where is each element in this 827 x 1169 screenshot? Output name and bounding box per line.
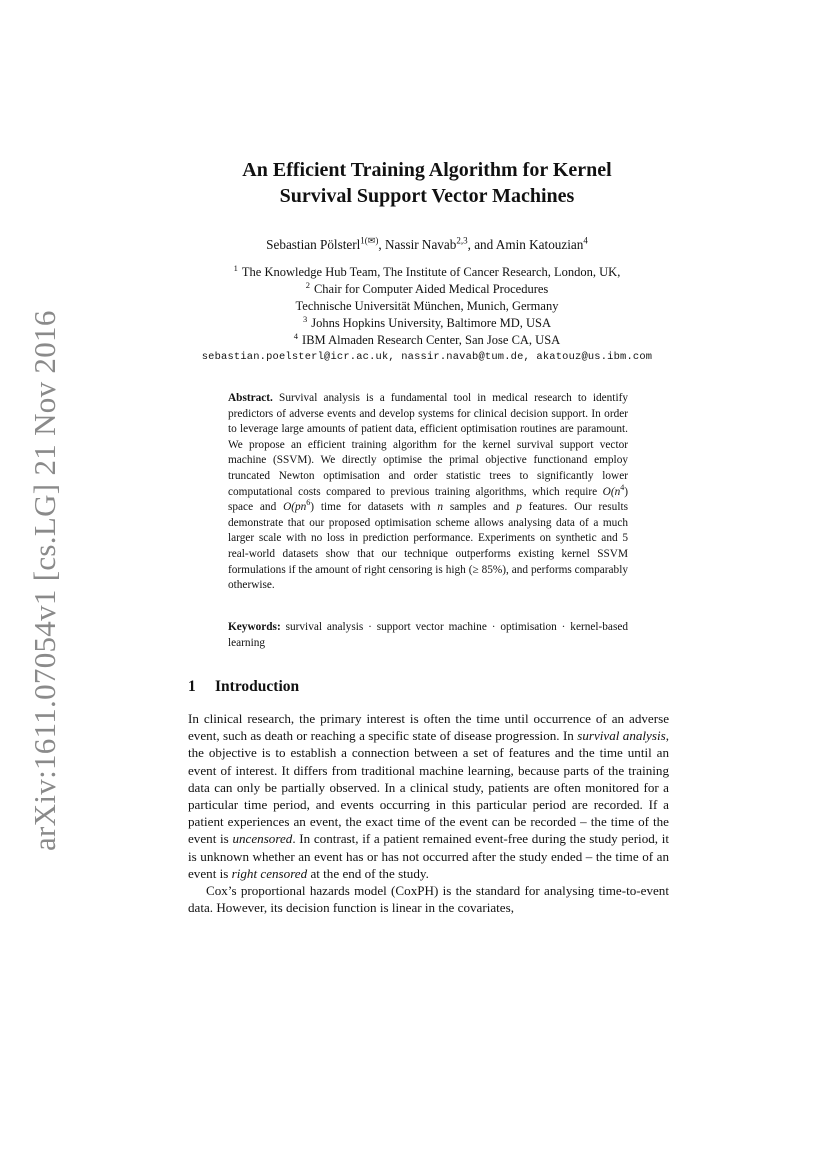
paragraph: Cox’s proportional hazards model (CoxPH) is the standard for analysing time-to-event data. However, its decision function is linear in the covariates,	[188, 883, 669, 916]
affiliation-text: Chair for Computer Aided Medical Procedures	[313, 282, 549, 296]
section-heading	[188, 677, 299, 697]
affiliation-text: IBM Almaden Research Center, San Jose CA, USA	[302, 333, 561, 347]
envelope-icon: (✉)	[364, 235, 379, 246]
arxiv-side-stamp: arXiv:1611.07054v1 [cs.LG] 21 Nov 2016	[27, 310, 62, 851]
math-superscript: 6	[306, 498, 311, 508]
math-superscript: 4	[620, 482, 625, 492]
affiliation-line	[160, 332, 694, 349]
body-text	[188, 710, 669, 916]
paragraph-text: . In contrast, if a patient remained event-free during the study period, it is unknown whether an event has or has not occurred after the study ended – the time of an event is	[188, 831, 670, 881]
section-title: Introduction	[215, 678, 300, 695]
title-line-2: Survival Support Vector Machines	[279, 185, 575, 207]
affiliation-index: 1	[233, 262, 238, 273]
abstract	[228, 391, 628, 594]
abstract-text: space and	[228, 501, 284, 514]
math-expression: )	[310, 501, 315, 514]
abstract-text: time for datasets with	[314, 501, 438, 514]
paper-title	[160, 157, 694, 209]
affiliation-line	[160, 315, 694, 332]
paragraph	[188, 710, 669, 882]
affiliation-index: 4	[293, 330, 299, 341]
abstract-text: Survival analysis is a fundamental tool in medical research to identify predictors of adverse events and develop systems for clinical decision support. In order to leverage large amounts of patient data, efficient optimisation routines are paramount. We propose an efficient training algorithm for the kernel survival support vector machine (SSVM). We directly optimise the primal objective functionand employ truncated Newton optimisation and order statistic trees to significantly lower computational costs compared to previous training algorithms, which require	[228, 392, 628, 498]
keywords	[228, 620, 628, 651]
abstract-text: samples and	[442, 501, 517, 514]
author-name: , and Amin Katouzian	[467, 237, 584, 252]
math-expression: O(n	[602, 485, 621, 498]
abstract-text: features. Our results demonstrate that our proposed optimisation scheme allows analysing data of a much larger scale with no loss in prediction performance. Experiments on synthetic and 5 real-world datasets show that our technique outperforms existing kernel SSVM formulations if the amount of right censoring is high (≥ 85%), and performs comparably otherwise.	[228, 501, 628, 592]
abstract-label: Abstract.	[228, 392, 273, 404]
author-list	[160, 236, 694, 254]
author-affil-mark: 1	[360, 235, 365, 246]
emphasis: survival analysis	[577, 728, 666, 744]
paragraph-text: , the objective is to establish a connection between a set of features and the time until an event of interest. It differs from traditional machine learning, because parts of the training data can only be partially observed. In a clinical study, patients are often monitored for a particular time period, and events occurring in this particular period are recorded. If a patient experiences an event, the exact time of the event can be recorded – the time of the event is	[188, 728, 669, 847]
author-emails: sebastian.poelsterl@icr.ac.uk, nassir.navab@tum.de, akatouz@us.ibm.com	[201, 351, 653, 363]
section-number: 1	[188, 678, 196, 695]
affiliation-text: Johns Hopkins University, Baltimore MD, USA	[311, 316, 552, 330]
affiliations	[160, 264, 694, 366]
math-variable: n	[437, 501, 443, 514]
math-expression: )	[624, 485, 628, 498]
affiliation-line	[160, 264, 694, 281]
math-variable: p	[516, 501, 522, 514]
title-line-1: An Efficient Training Algorithm for Kernel	[242, 159, 612, 181]
keywords-text: survival analysis · support vector machine · optimisation · kernel-based learning	[228, 621, 628, 649]
affiliation-line: Technische Universität München, Munich, Germany	[295, 299, 559, 313]
emphasis: right censored	[231, 865, 308, 881]
paragraph-text: In clinical research, the primary interest is often the time until occurrence of an adverse event, such as death or reaching a specific state of disease progression. In	[188, 711, 669, 744]
author-name: , Nassir Navab	[378, 237, 457, 252]
author-name: Sebastian Pölsterl	[266, 237, 361, 252]
affiliation-text: The Knowledge Hub Team, The Institute of Cancer Research, London, UK,	[241, 265, 621, 279]
affiliation-line	[160, 281, 694, 298]
keywords-label: Keywords:	[228, 621, 281, 633]
paragraph-text: at the end of the study.	[307, 865, 429, 881]
affiliation-index: 3	[302, 313, 308, 324]
emphasis: uncensored	[232, 831, 293, 847]
affiliation-index: 2	[305, 279, 310, 290]
math-expression: O(pn	[283, 501, 307, 514]
author-affil-mark: 4	[583, 235, 588, 246]
author-affil-mark: 2,3	[456, 235, 468, 246]
